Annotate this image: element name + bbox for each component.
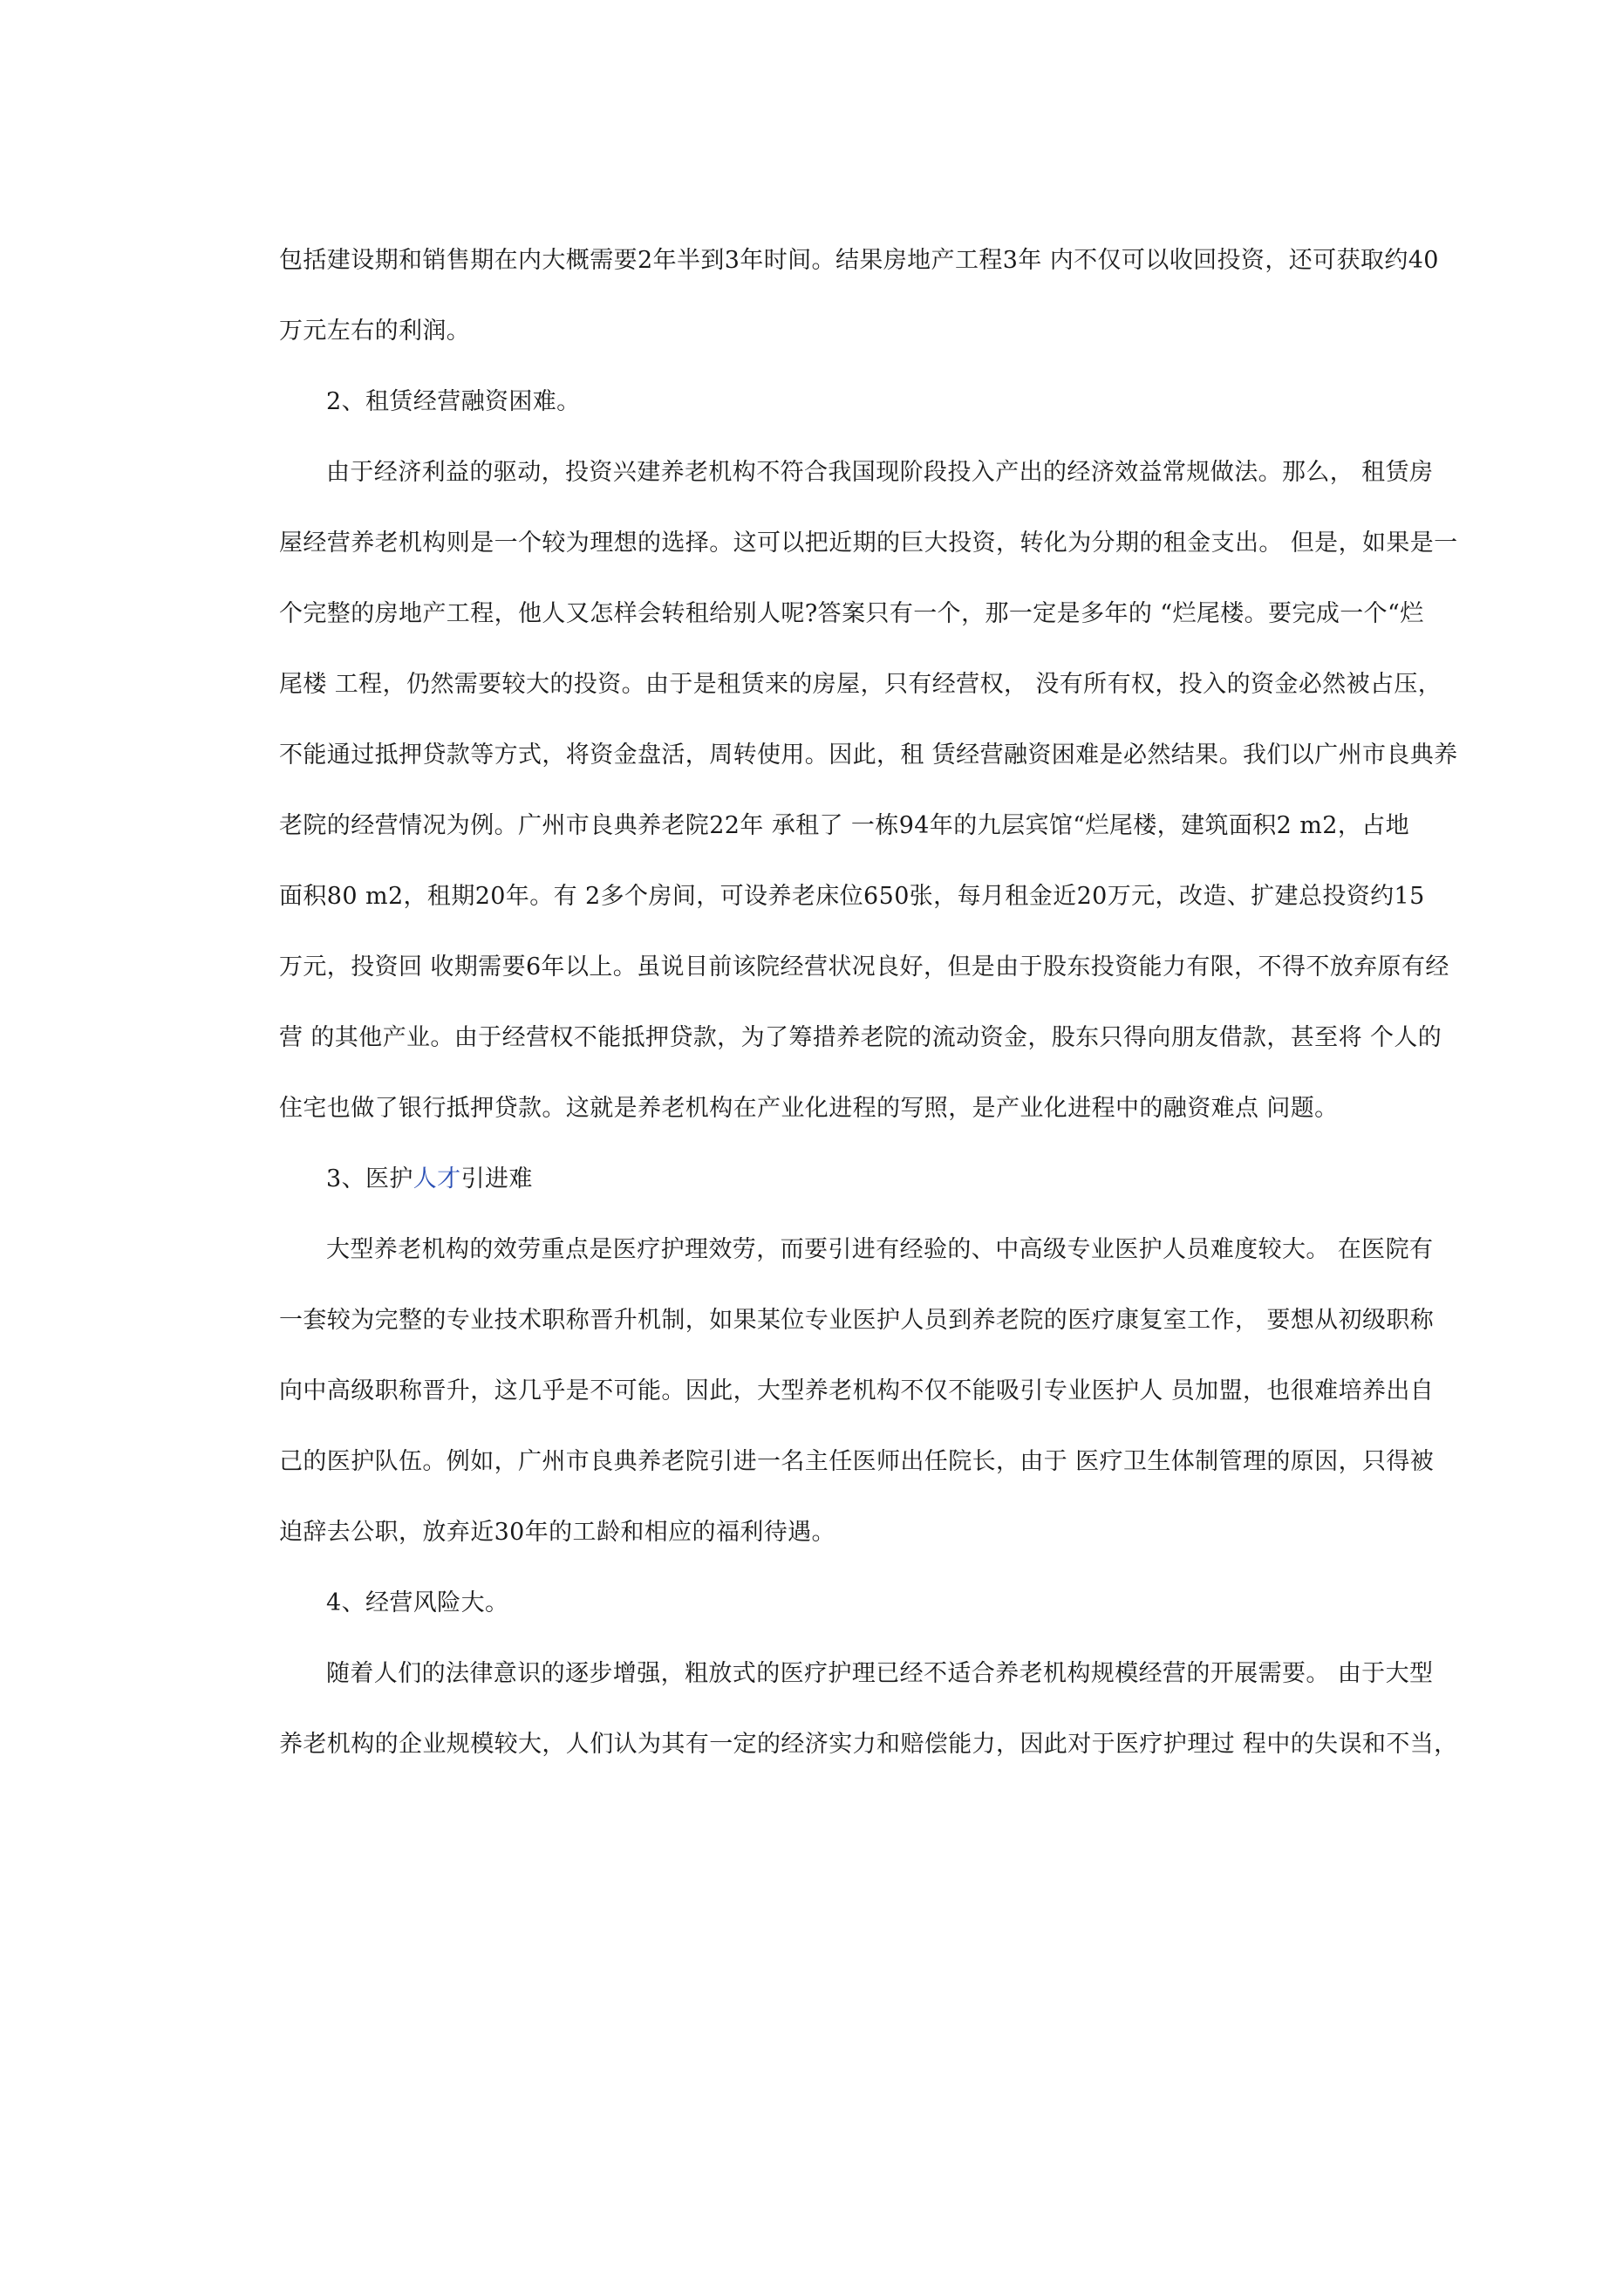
paragraph-line: 包括建设期和销售期在内大概需要2年半到3年时间。结果房地产工程3年 内不仅可以收回投资，还可获取约40 [279,247,1439,274]
section-heading-2: 2、租赁经营融资困难。 [326,388,581,415]
paragraph-line: 己的医护队伍。例如，广州市良典养老院引进一名主任医师出任院长，由于 医疗卫生体制管理的原因，只得被 [279,1448,1435,1475]
paragraph-line: 由于经济利益的驱动，投资兴建养老机构不符合我国现阶段投入产出的经济效益常规做法。那么， 租赁房 [326,459,1434,486]
heading-suffix: 引进难 [460,1165,533,1192]
paragraph-line: 一套较为完整的专业技术职称晋升机制，如果某位专业医护人员到养老院的医疗康复室工作， 要想从初级职称 [279,1307,1435,1334]
heading-prefix: 3、医护 [326,1165,413,1192]
paragraph-line: 屋经营养老机构则是一个较为理想的选择。这可以把近期的巨大投资，转化为分期的租金支出。 但是，如果是一 [279,530,1458,557]
paragraph-line: 营 的其他产业。由于经营权不能抵押贷款，为了筹措养老院的流动资金，股东只得向朋友借款，甚至将 个人的 [279,1024,1442,1051]
paragraph-line: 面积80 m2，租期20年。有 2多个房间，可设养老床位650张，每月租金近20万元，改造、扩建总投资约15 [279,883,1425,910]
paragraph-line: 大型养老机构的效劳重点是医疗护理效劳，而要引进有经验的、中高级专业医护人员难度较大。 在医院有 [326,1236,1434,1263]
paragraph-line: 不能通过抵押贷款等方式，将资金盘活，周转使用。因此，租 赁经营融资困难是必然结果。我们以广州市良典养 [279,741,1458,769]
paragraph-line: 个完整的房地产工程，他人又怎样会转租给别人呢?答案只有一个，那一定是多年的 “烂尾楼。要完成一个“烂 [279,600,1424,627]
paragraph-line: 随着人们的法律意识的逐步增强，粗放式的医疗护理已经不适合养老机构规模经营的开展需要。 由于大型 [326,1660,1434,1687]
paragraph-line: 万元，投资回 收期需要6年以上。虽说目前该院经营状况良好，但是由于股东投资能力有限，不得不放弃原有经 [279,953,1449,981]
talent-link[interactable]: 人才 [413,1165,461,1192]
section-heading-3 [279,1144,1387,1214]
section-heading-4: 4、经营风险大。 [326,1589,509,1616]
paragraph-line: 养老机构的企业规模较大，人们认为其有一定的经济实力和赔偿能力，因此对于医疗护理过 程中的失误和不当， [279,1731,1458,1758]
paragraph-line: 迫辞去公职，放弃近30年的工龄和相应的福利待遇。 [279,1519,835,1546]
paragraph-line: 住宅也做了银行抵押贷款。这就是养老机构在产业化进程的写照，是产业化进程中的融资难点 问题。 [279,1095,1339,1122]
paragraph-line: 向中高级职称晋升，这几乎是不可能。因此，大型养老机构不仅不能吸引专业医护人 员加盟，也很难培养出自 [279,1377,1435,1404]
paragraph-line: 万元左右的利润。 [279,318,471,345]
paragraph-line: 尾楼 工程，仍然需要较大的投资。由于是租赁来的房屋，只有经营权， 没有所有权，投入的资金必然被占压， [279,671,1442,698]
document-body [279,225,1458,1780]
paragraph-line: 老院的经营情况为例。广州市良典养老院22年 承租了 一栋94年的九层宾馆“烂尾楼，建筑面积2 m2，占地 [279,812,1410,839]
